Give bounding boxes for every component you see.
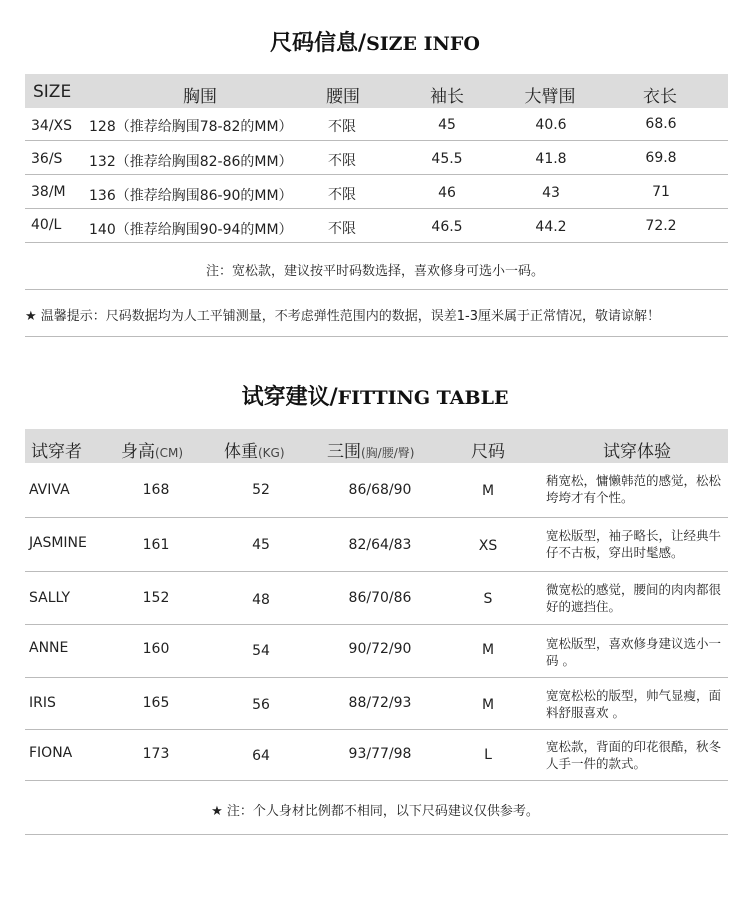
- fitting-row-weight: 56: [252, 697, 270, 713]
- fitting-row-size: S: [483, 591, 493, 607]
- fitting-header-weight-unit: (KG): [258, 446, 285, 460]
- size-row-size: 40/L: [31, 217, 62, 233]
- section-divider: [25, 336, 728, 337]
- row-divider: [25, 729, 728, 730]
- fitting-row-name: JASMINE: [29, 535, 87, 551]
- fitting-row-weight: 52: [252, 482, 270, 498]
- fitting-row-height: 173: [142, 746, 170, 762]
- fitting-row-height: 152: [142, 590, 170, 606]
- size-note: 注：宽松款，建议按平时码数选择，喜欢修身可选小一码。: [205, 264, 544, 279]
- fitting-row-weight: 48: [252, 592, 270, 608]
- size-header-arm: 大臂围: [524, 87, 576, 107]
- size-info-title-en: SIZE INFO: [366, 33, 480, 55]
- fitting-row-size: M: [481, 697, 495, 713]
- fitting-header-measure-label: 三围: [327, 442, 361, 462]
- size-row-size: 36/S: [31, 151, 63, 167]
- fitting-row-size: M: [481, 483, 495, 499]
- fitting-header-experience: 试穿体验: [603, 442, 671, 462]
- fitting-row-weight: 54: [252, 643, 270, 659]
- size-row-chest: 132（推荐给胸围82-86的MM）: [89, 154, 293, 170]
- section-divider: [25, 289, 728, 290]
- size-row-arm: 44.2: [535, 219, 567, 235]
- fitting-row-name: SALLY: [29, 590, 71, 606]
- fitting-row-height: 165: [142, 695, 170, 711]
- fitting-row-experience: 宽松版型，袖子略长，让经典牛仔不古板，穿出时髦感。: [546, 528, 722, 560]
- size-row-length: 69.8: [645, 150, 677, 166]
- size-row-size: 38/M: [31, 184, 66, 200]
- size-row-waist: 不限: [328, 221, 356, 237]
- row-divider: [25, 242, 728, 243]
- size-tip: ★ 温馨提示：尺码数据均为人工平铺测量，不考虑弹性范围内的数据，误差1-3厘米属于正常情况，敬请谅解！: [25, 309, 661, 324]
- fitting-row-experience: 稍宽松，慵懒韩范的感觉，松松垮垮才有个性。: [546, 473, 722, 505]
- size-row-length: 68.6: [645, 116, 677, 132]
- fitting-header-height-label: 身高: [121, 442, 155, 462]
- size-header-waist: 腰围: [326, 87, 360, 107]
- fitting-title-en: FITTING TABLE: [337, 387, 509, 409]
- fitting-row-weight: 64: [252, 748, 270, 764]
- row-divider: [25, 174, 728, 175]
- fitting-row-measure: 86/68/90: [348, 482, 412, 498]
- fitting-header-tester: 试穿者: [31, 442, 82, 462]
- fitting-header-size: 尺码: [471, 442, 505, 462]
- size-row-chest: 140（推荐给胸围90-94的MM）: [89, 222, 293, 238]
- section-divider: [25, 834, 728, 835]
- fitting-row-height: 168: [142, 482, 170, 498]
- size-row-waist: 不限: [328, 187, 356, 203]
- size-row-sleeve: 45.5: [431, 151, 463, 167]
- size-header-chest: 胸围: [183, 87, 217, 107]
- size-row-sleeve: 46.5: [431, 219, 463, 235]
- size-info-title: [0, 26, 750, 57]
- size-header-length: 衣长: [643, 87, 677, 107]
- size-row-length: 72.2: [645, 218, 677, 234]
- fitting-row-measure: 93/77/98: [348, 746, 412, 762]
- fitting-row-experience: 宽松款，背面的印花很酷，秋冬人手一件的款式。: [546, 739, 722, 771]
- fitting-row-weight: 45: [252, 537, 270, 553]
- fitting-row-experience: 宽松版型，喜欢修身建议选小一码 。: [546, 636, 722, 668]
- size-row-chest: 128（推荐给胸围78-82的MM）: [89, 119, 293, 135]
- row-divider: [25, 677, 728, 678]
- size-table-header: [25, 74, 728, 108]
- size-row-waist: 不限: [328, 153, 356, 169]
- size-info-title-cn: 尺码信息/: [270, 31, 367, 56]
- fitting-row-height: 160: [142, 641, 170, 657]
- row-divider: [25, 624, 728, 625]
- fitting-row-size: M: [481, 642, 495, 658]
- size-row-length: 71: [652, 184, 670, 200]
- fitting-row-name: IRIS: [29, 695, 56, 711]
- row-divider: [25, 571, 728, 572]
- fitting-header-height: [121, 437, 183, 462]
- fitting-note: ★ 注：个人身材比例都不相同，以下尺码建议仅供参考。: [211, 804, 539, 819]
- fitting-row-experience: 宽宽松松的版型，帅气显瘦，面料舒服喜欢 。: [546, 688, 722, 720]
- fitting-row-name: ANNE: [29, 640, 69, 656]
- fitting-row-measure: 86/70/86: [348, 590, 412, 606]
- row-divider: [25, 140, 728, 141]
- row-divider: [25, 780, 728, 781]
- fitting-row-measure: 90/72/90: [348, 641, 412, 657]
- fitting-header-measure-unit: (胸/腰/臀): [361, 446, 415, 460]
- fitting-header-weight-label: 体重: [224, 442, 258, 462]
- fitting-row-size: XS: [478, 538, 498, 554]
- size-row-waist: 不限: [328, 119, 356, 135]
- row-divider: [25, 517, 728, 518]
- size-row-sleeve: 45: [438, 117, 456, 133]
- fitting-row-experience: 微宽松的感觉，腰间的肉肉都很好的遮挡住。: [546, 582, 722, 614]
- size-row-arm: 41.8: [535, 151, 567, 167]
- size-header-sleeve: 袖长: [430, 87, 464, 107]
- size-row-arm: 40.6: [535, 117, 567, 133]
- fitting-row-height: 161: [142, 537, 170, 553]
- fitting-row-name: FIONA: [29, 745, 73, 761]
- row-divider: [25, 208, 728, 209]
- size-row-size: 34/XS: [31, 118, 73, 134]
- size-header-size: SIZE: [33, 82, 72, 102]
- fitting-header-weight: [224, 437, 285, 462]
- size-row-chest: 136（推荐给胸围86-90的MM）: [89, 188, 293, 204]
- fitting-row-name: AVIVA: [29, 482, 70, 498]
- fitting-row-measure: 88/72/93: [348, 695, 412, 711]
- fitting-header-height-unit: (CM): [155, 446, 184, 460]
- fitting-row-size: L: [484, 747, 492, 763]
- size-row-sleeve: 46: [438, 185, 456, 201]
- fitting-header-measure: [327, 437, 414, 462]
- fitting-title: [0, 380, 750, 411]
- fitting-title-cn: 试穿建议/: [241, 385, 338, 410]
- size-row-arm: 43: [542, 185, 560, 201]
- fitting-row-measure: 82/64/83: [348, 537, 412, 553]
